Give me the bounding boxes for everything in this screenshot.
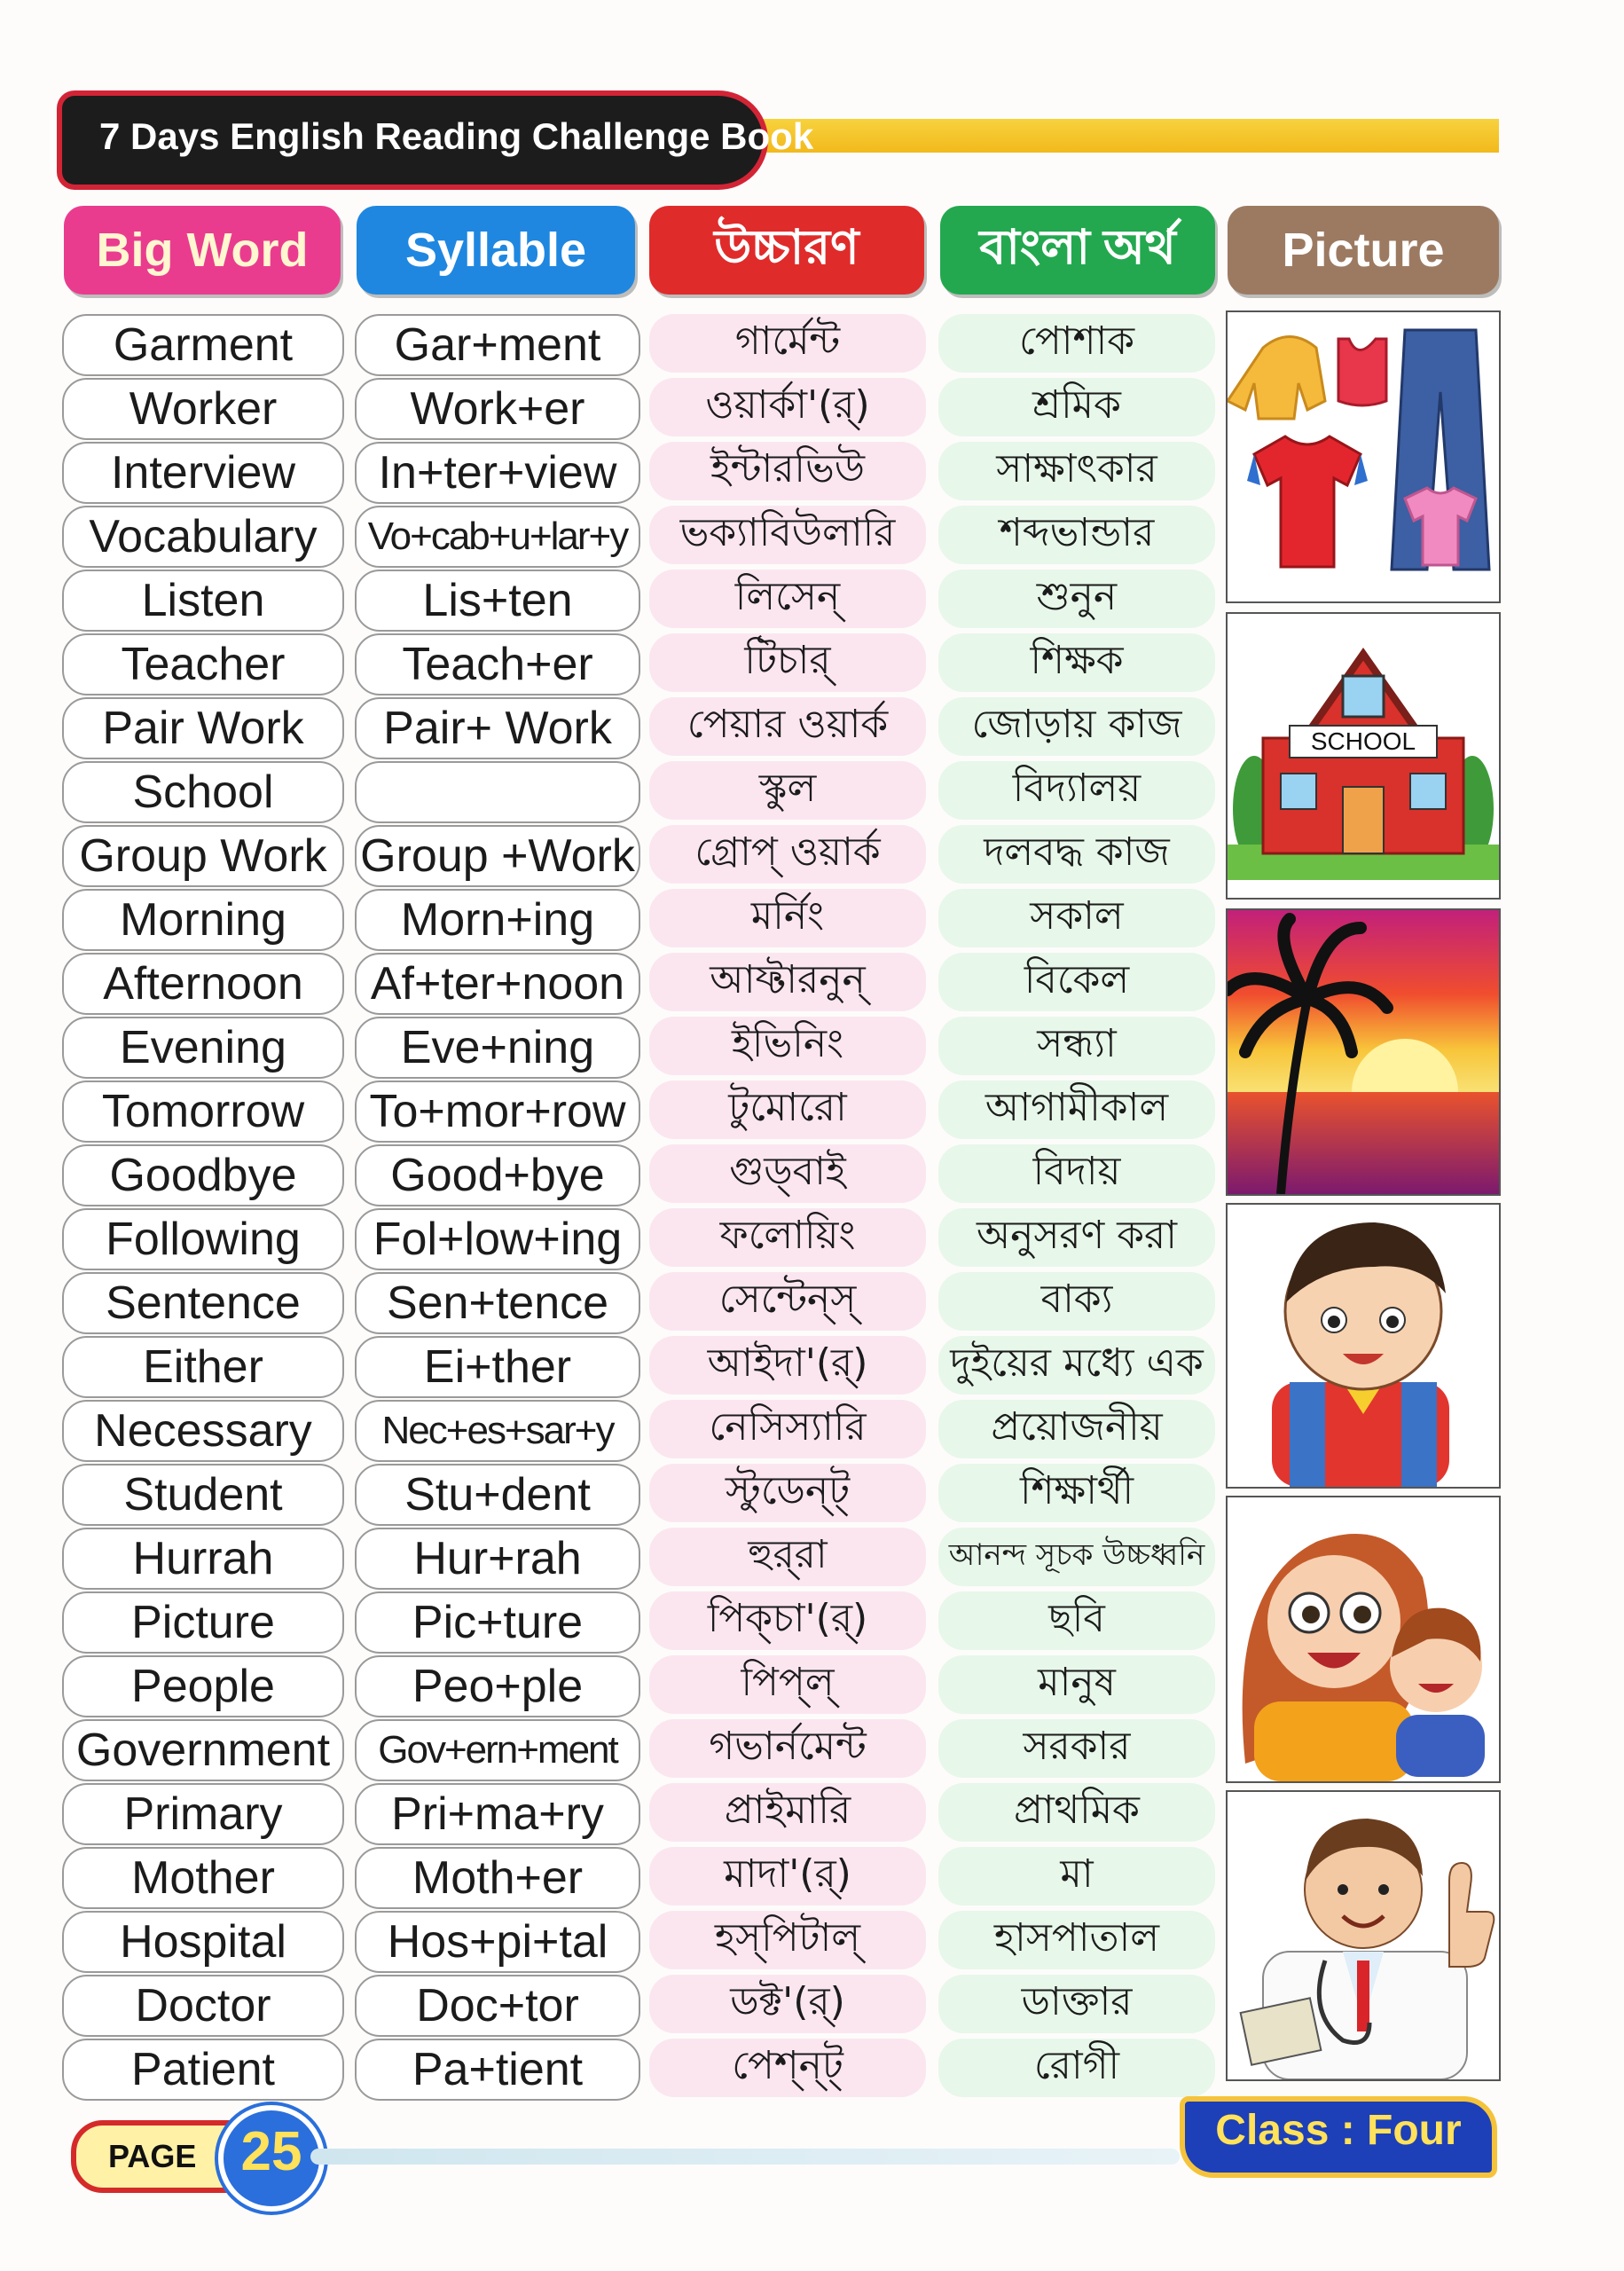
big-word-cell: Government [62,1719,344,1781]
footer-divider [310,2149,1180,2165]
class-label: Class : Four [1215,2107,1462,2154]
ucchoron-cell: টুমোরো [649,1080,926,1139]
syllable-cell: Moth+er [355,1847,640,1909]
banner-stripe [710,119,1499,153]
big-word-cell: Garment [62,314,344,376]
big-word-cell: Doctor [62,1975,344,2037]
syllable-cell: Vo+cab+u+lar+y [355,506,640,568]
ucchoron-cell: পিক্‌চা'(র্) [649,1591,926,1650]
ucchoron-cell: মর্নিং [649,889,926,947]
big-word-cell: Hospital [62,1911,344,1973]
header-big-word: Big Word [64,206,341,295]
bangla-meaning-cell: মানুষ [938,1655,1215,1714]
syllable-cell: Stu+dent [355,1464,640,1526]
book-title: 7 Days English Reading Challenge Book [99,115,814,157]
syllable-cell: Work+er [355,378,640,440]
big-word-cell: Following [62,1208,344,1270]
bangla-meaning-cell: শ্রমিক [938,378,1215,436]
bangla-meaning-cell: সরকার [938,1719,1215,1778]
big-word-cell: Necessary [62,1400,344,1462]
bangla-meaning-cell: শিক্ষার্থী [938,1464,1215,1522]
syllable-cell: In+ter+view [355,442,640,504]
syllable-cell: Pic+ture [355,1591,640,1654]
syllable-cell [355,761,640,823]
bangla-meaning-cell: দুইয়ের মধ্যে এক [938,1336,1215,1395]
bangla-meaning-cell: মা [938,1847,1215,1906]
big-word-cell: Picture [62,1591,344,1654]
big-word-cell: Listen [62,570,344,632]
bangla-meaning-cell: শুনুন [938,570,1215,628]
ucchoron-cell: মাদা'(র্) [649,1847,926,1906]
ucchoron-cell: ইন্টারভিউ [649,442,926,500]
big-word-cell: Mother [62,1847,344,1909]
syllable-cell: Gar+ment [355,314,640,376]
syllable-cell: Group +Work [355,825,640,887]
big-word-cell: School [62,761,344,823]
syllable-cell: Fol+low+ing [355,1208,640,1270]
ucchoron-cell: হুর্‌রা [649,1528,926,1586]
school-picture [1226,612,1501,900]
big-word-cell: Primary [62,1783,344,1845]
bangla-meaning-cell: প্রাথমিক [938,1783,1215,1842]
bangla-meaning-cell: দলবদ্ধ কাজ [938,825,1215,884]
book-title-banner [62,96,814,185]
sunset-picture [1226,908,1501,1196]
big-word-cell: Tomorrow [62,1080,344,1143]
ucchoron-cell: প্রাইমারি [649,1783,926,1842]
big-word-cell: Group Work [62,825,344,887]
ucchoron-cell: টিচার্ [649,633,926,692]
syllable-cell: Pri+ma+ry [355,1783,640,1845]
syllable-cell: Af+ter+noon [355,953,640,1015]
big-word-cell: Sentence [62,1272,344,1334]
big-word-cell: Either [62,1336,344,1398]
ucchoron-cell: পেশ্‌ন্ট্ [649,2039,926,2097]
bangla-meaning-cell: আগামীকাল [938,1080,1215,1139]
ucchoron-cell: গার্মেন্ট [649,314,926,373]
bangla-meaning-cell: বাক্য [938,1272,1215,1331]
syllable-cell: To+mor+row [355,1080,640,1143]
bangla-meaning-cell: শিক্ষক [938,633,1215,692]
ucchoron-cell: স্কুল [649,761,926,820]
syllable-cell: Peo+ple [355,1655,640,1717]
ucchoron-cell: ওয়ার্কা'(র্) [649,378,926,436]
bangla-meaning-cell: সাক্ষাৎকার [938,442,1215,500]
big-word-cell: Hurrah [62,1528,344,1590]
bangla-meaning-cell: সকাল [938,889,1215,947]
ucchoron-cell: ভক্যাবিউলারি [649,506,926,564]
ucchoron-cell: ফলোয়িং [649,1208,926,1267]
clothes-picture [1226,310,1501,603]
syllable-cell: Lis+ten [355,570,640,632]
ucchoron-cell: স্টুডেন্ট্ [649,1464,926,1522]
ucchoron-cell: গুড্‌বাই [649,1144,926,1203]
bangla-meaning-cell: ছবি [938,1591,1215,1650]
student-picture [1226,1203,1501,1489]
bangla-meaning-cell: ডাক্তার [938,1975,1215,2033]
bangla-meaning-cell: জোড়ায় কাজ [938,697,1215,756]
ucchoron-cell: নেসিস্যারি [649,1400,926,1458]
syllable-cell: Hos+pi+tal [355,1911,640,1973]
ucchoron-cell: গভার্নমেন্ট [649,1719,926,1778]
big-word-cell: Morning [62,889,344,951]
header-ucchoron: উচ্চারণ [649,206,924,295]
bangla-meaning-cell: বিদায় [938,1144,1215,1203]
ucchoron-cell: হস্‌পিটাল্ [649,1911,926,1969]
page-label: PAGE [108,2138,197,2174]
big-word-cell: Student [62,1464,344,1526]
mother-child-picture [1226,1496,1501,1783]
big-word-cell: Vocabulary [62,506,344,568]
header-syllable: Syllable [357,206,635,295]
bangla-meaning-cell: পোশাক [938,314,1215,373]
ucchoron-cell: ইভিনিং [649,1017,926,1075]
syllable-cell: Good+bye [355,1144,640,1206]
bangla-meaning-cell: অনুসরণ করা [938,1208,1215,1267]
ucchoron-cell: সেন্টেন্স্ [649,1272,926,1331]
big-word-cell: Evening [62,1017,344,1079]
syllable-cell: Eve+ning [355,1017,640,1079]
syllable-cell: Sen+tence [355,1272,640,1334]
school-sign: SCHOOL [1310,727,1416,755]
page-number: 25 [240,2121,302,2182]
big-word-cell: Pair Work [62,697,344,759]
header-bangla-meaning: বাংলা অর্থ [940,206,1215,295]
doctor-picture [1226,1790,1501,2081]
big-word-cell: Afternoon [62,953,344,1015]
big-word-cell: Worker [62,378,344,440]
syllable-cell: Gov+ern+ment [355,1719,640,1781]
ucchoron-cell: গ্রোপ্ ওয়ার্ক [649,825,926,884]
big-word-cell: Goodbye [62,1144,344,1206]
bangla-meaning-cell: প্রয়োজনীয় [938,1400,1215,1458]
syllable-cell: Nec+es+sar+y [355,1400,640,1462]
bangla-meaning-cell: রোগী [938,2039,1215,2097]
big-word-cell: Teacher [62,633,344,695]
ucchoron-cell: পিপ্‌ল্ [649,1655,926,1714]
syllable-cell: Doc+tor [355,1975,640,2037]
ucchoron-cell: পেয়ার ওয়ার্ক [649,697,926,756]
bangla-meaning-cell: হাসপাতাল [938,1911,1215,1969]
syllable-cell: Pa+tient [355,2039,640,2101]
bangla-meaning-cell: বিদ্যালয় [938,761,1215,820]
big-word-cell: Patient [62,2039,344,2101]
big-word-cell: Interview [62,442,344,504]
ucchoron-cell: ডক্ট'(র্) [649,1975,926,2033]
header-picture: Picture [1228,206,1499,295]
syllable-cell: Morn+ing [355,889,640,951]
bangla-meaning-cell: শব্দভান্ডার [938,506,1215,564]
bangla-meaning-cell: সন্ধ্যা [938,1017,1215,1075]
syllable-cell: Pair+ Work [355,697,640,759]
syllable-cell: Ei+ther [355,1336,640,1398]
ucchoron-cell: লিসেন্ [649,570,926,628]
bangla-meaning-cell: বিকেল [938,953,1215,1011]
syllable-cell: Teach+er [355,633,640,695]
ucchoron-cell: আফ্টারনুন্ [649,953,926,1011]
big-word-cell: People [62,1655,344,1717]
bangla-meaning-cell: আনন্দ সূচক উচ্চধ্বনি [938,1528,1215,1586]
syllable-cell: Hur+rah [355,1528,640,1590]
ucchoron-cell: আইদা'(র্) [649,1336,926,1395]
